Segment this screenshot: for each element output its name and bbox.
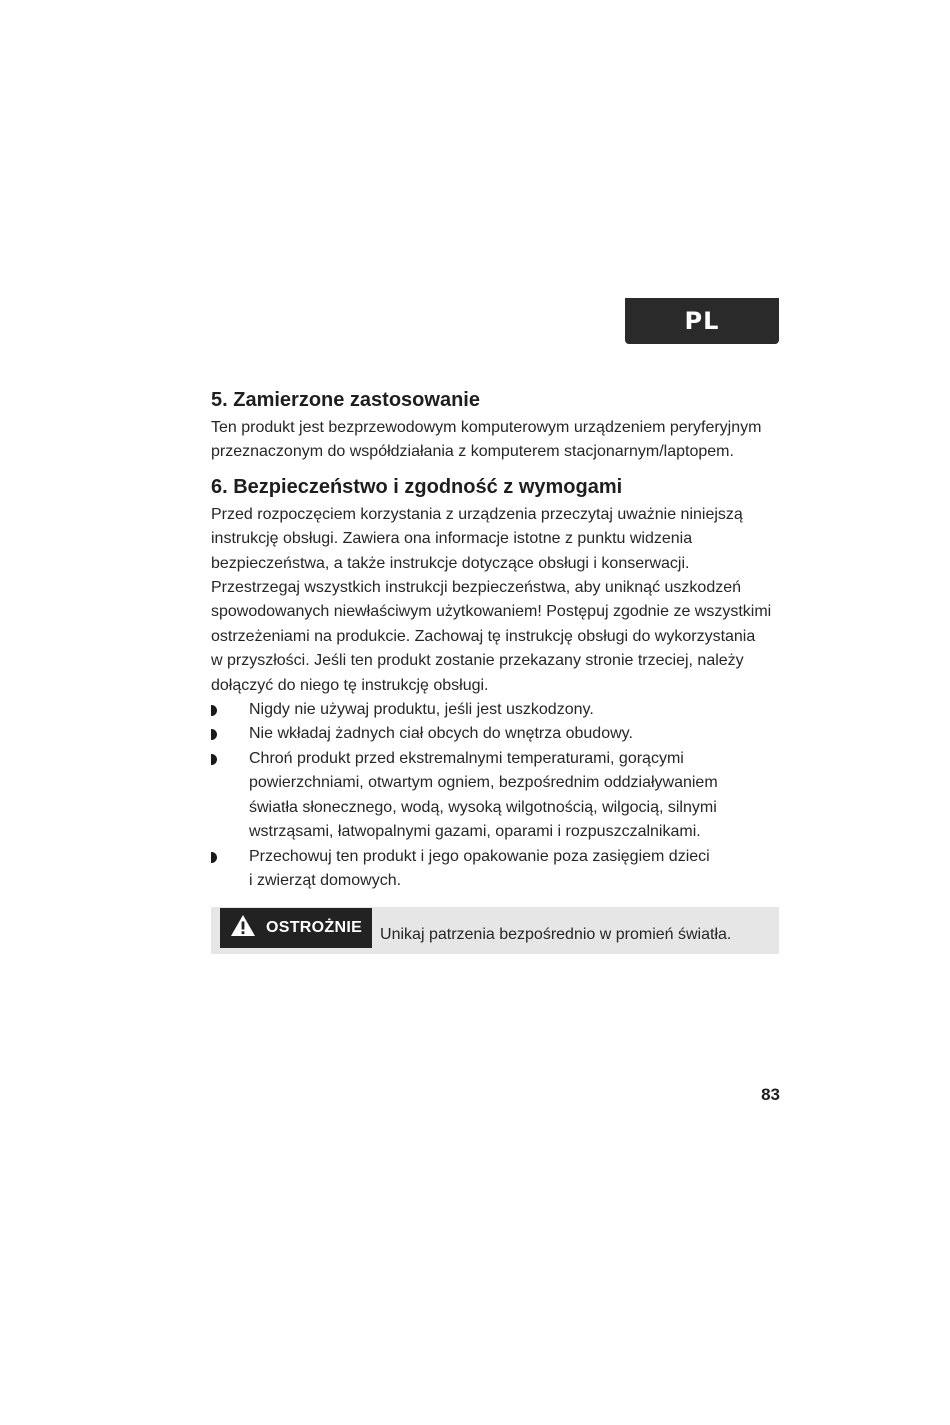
page-number: 83 xyxy=(761,1085,780,1104)
bullet-line: Przechowuj ten produkt i jego opakowanie poza zasięgiem dzieci xyxy=(249,847,710,865)
caution-label: OSTROŻNIE xyxy=(266,919,363,937)
bullet-icon xyxy=(211,754,217,765)
paragraph-line: Ten produkt jest bezprzewodowym komputerowym urządzeniem peryferyjnym xyxy=(211,419,762,436)
bullet-item xyxy=(211,722,781,746)
bullet-item xyxy=(211,698,781,722)
bullet-item xyxy=(211,747,781,845)
paragraph-line: dołączyć do niego tę instrukcję obsługi. xyxy=(211,676,489,694)
paragraph-line: ostrzeżeniami na produkcie. Zachowaj tę instrukcję obsługi do wykorzystania xyxy=(211,627,756,645)
bullet-line: wstrząsami, łatwopalnymi gazami, oparami i rozpuszczalnikami. xyxy=(249,823,701,841)
section-6-paragraph xyxy=(211,503,781,698)
caution-badge xyxy=(220,908,372,948)
caution-text: Unikaj patrzenia bezpośrednio w promień światła. xyxy=(380,925,732,943)
paragraph-line: Przed rozpoczęciem korzystania z urządzenia przeczytaj uważnie niniejszą xyxy=(211,505,743,523)
bullet-line: światła słonecznego, wodą, wysoką wilgotnością, wilgocią, silnymi xyxy=(249,798,717,816)
paragraph-line: przeznaczonym do współdziałania z komputerem stacjonarnym/laptopem. xyxy=(211,443,734,461)
bullet-line: Chroń produkt przed ekstremalnymi temperaturami, gorącymi xyxy=(249,749,684,767)
paragraph-line: bezpieczeństwa, a także instrukcje dotyczące obsługi i konserwacji. xyxy=(211,554,690,572)
section-5-paragraph xyxy=(211,416,781,465)
safety-bullet-list xyxy=(211,698,781,893)
bullet-line: Nie wkładaj żadnych ciał obcych do wnętrza obudowy. xyxy=(249,725,633,743)
section-5-heading: 5. Zamierzone zastosowanie xyxy=(211,389,480,411)
section-6-heading: 6. Bezpieczeństwo i zgodność z wymogami xyxy=(211,475,623,498)
paragraph-line: spowodowanych niewłaściwym użytkowaniem! Postępuj zgodnie ze wszystkimi xyxy=(211,603,772,621)
paragraph-line: instrukcję obsługi. Zawiera ona informacje istotne z punktu widzenia xyxy=(211,530,693,548)
warning-triangle-icon xyxy=(230,914,256,942)
bullet-line: Nigdy nie używaj produktu, jeśli jest uszkodzony. xyxy=(249,701,594,719)
page-content xyxy=(211,384,781,954)
bullet-icon xyxy=(211,729,217,740)
language-tab: PL xyxy=(625,298,779,344)
paragraph-line: Przestrzegaj wszystkich instrukcji bezpieczeństwa, aby uniknąć uszkodzeń xyxy=(211,579,742,597)
bullet-line: i zwierząt domowych. xyxy=(249,871,402,889)
bullet-icon xyxy=(211,705,217,716)
bullet-line: powierzchniami, otwartym ogniem, bezpośrednim oddziaływaniem xyxy=(249,774,718,792)
bullet-icon xyxy=(211,852,217,863)
paragraph-line: w przyszłości. Jeśli ten produkt zostanie przekazany stronie trzeciej, należy xyxy=(211,652,744,670)
caution-box xyxy=(211,907,779,954)
bullet-item xyxy=(211,845,781,894)
